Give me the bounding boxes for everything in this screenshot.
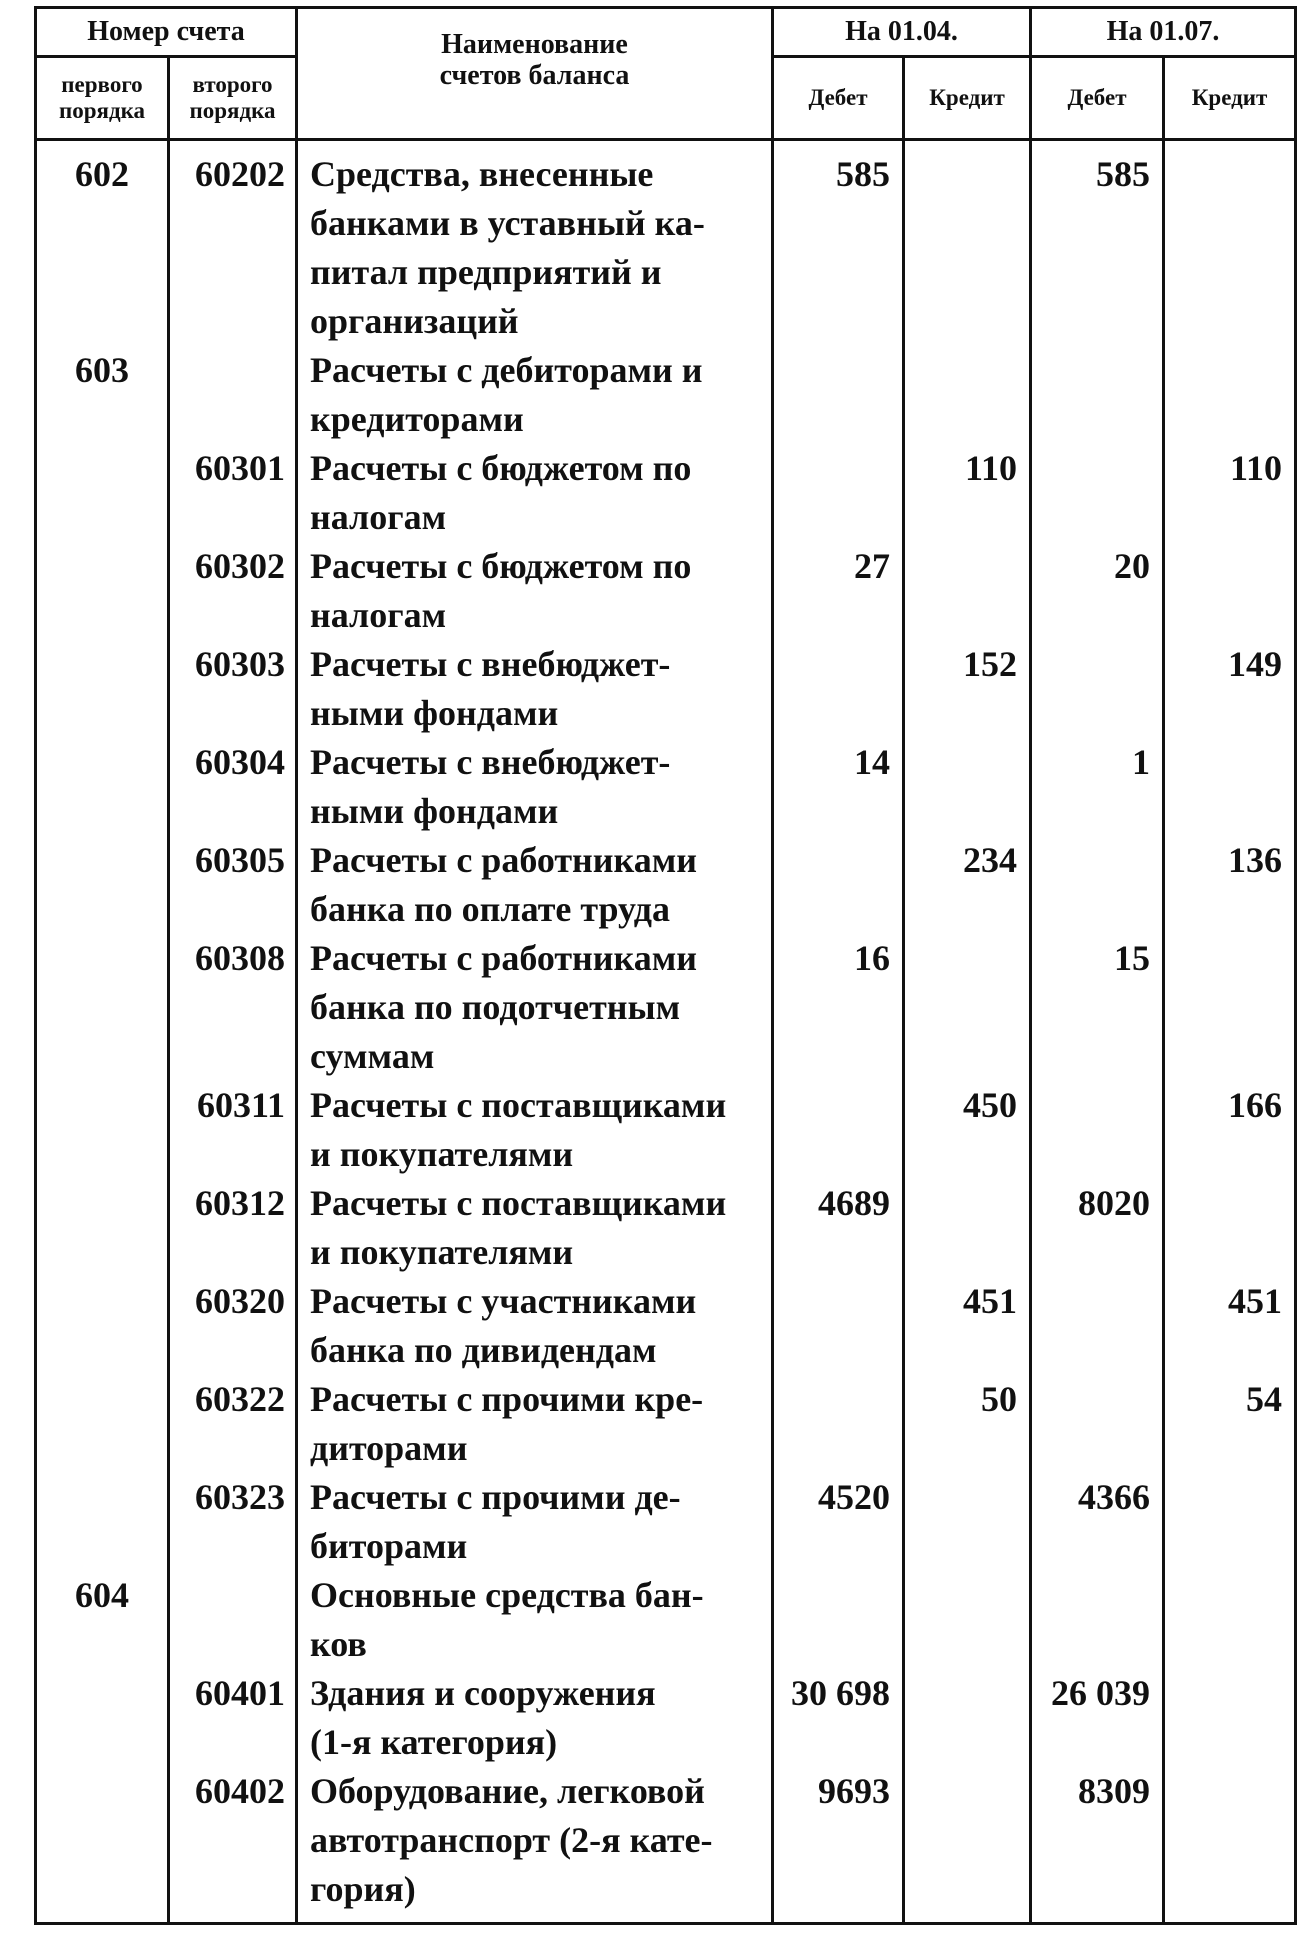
period2-debit-value [1031,836,1164,934]
account-name: Расчеты с поставщиками и покупателями [297,1081,773,1179]
period2-debit-value: 26 039 [1031,1669,1164,1767]
first-order-number [36,1767,169,1924]
period2-debit-value [1031,1571,1164,1669]
account-name: Расчеты с внебюджет- ными фондами [297,640,773,738]
account-name: Расчеты с бюджетом по налогам [297,444,773,542]
period1-credit-header: Кредит [904,57,1031,140]
period1-credit-value: 50 [904,1375,1031,1473]
period1-debit-value [773,836,904,934]
table-row [36,738,1296,836]
period1-debit-value: 585 [773,140,904,347]
table-row [36,934,1296,1081]
period2-debit-value [1031,640,1164,738]
second-order-number [169,1571,297,1669]
period1-credit-value [904,1473,1031,1571]
period1-credit-value [904,934,1031,1081]
period2-header: На 01.07. [1031,8,1296,57]
table-row [36,1473,1296,1571]
period1-credit-value: 450 [904,1081,1031,1179]
account-name: Расчеты с бюджетом по налогам [297,542,773,640]
first-order-number [36,640,169,738]
period1-debit-value [773,1277,904,1375]
period1-debit-value: 27 [773,542,904,640]
table-row [36,1081,1296,1179]
second-order-number [169,346,297,444]
period2-credit-value [1164,1473,1296,1571]
first-order-number [36,542,169,640]
period2-debit-value: 8020 [1031,1179,1164,1277]
second-order-number: 60302 [169,542,297,640]
account-name: Расчеты с прочими кре- диторами [297,1375,773,1473]
second-order-number: 60305 [169,836,297,934]
period2-credit-header: Кредит [1164,57,1296,140]
second-order-number: 60402 [169,1767,297,1924]
period1-credit-value [904,140,1031,347]
table-row [36,1767,1296,1924]
second-order-header: второго порядка [169,57,297,140]
period2-debit-value [1031,1375,1164,1473]
first-order-number: 603 [36,346,169,444]
balance-accounts-table [34,6,1297,1925]
period1-debit-value: 4689 [773,1179,904,1277]
second-order-number: 60301 [169,444,297,542]
first-order-number [36,1179,169,1277]
account-name: Расчеты с работниками банка по подотчетным суммам [297,934,773,1081]
period1-debit-value [773,444,904,542]
period1-header: На 01.04. [773,8,1031,57]
period1-debit-value: 4520 [773,1473,904,1571]
period2-debit-value: 15 [1031,934,1164,1081]
second-order-number: 60311 [169,1081,297,1179]
second-order-number: 60202 [169,140,297,347]
first-order-number [36,1375,169,1473]
period1-credit-value [904,1669,1031,1767]
first-order-header: первого порядка [36,57,169,140]
table-row [36,542,1296,640]
first-order-number [36,836,169,934]
account-name: Основные средства бан- ков [297,1571,773,1669]
account-name: Расчеты с прочими де- биторами [297,1473,773,1571]
table-row [36,1669,1296,1767]
second-order-number: 60323 [169,1473,297,1571]
period1-credit-value [904,1571,1031,1669]
table-row [36,1571,1296,1669]
period2-credit-value [1164,738,1296,836]
period2-debit-value [1031,1277,1164,1375]
period1-debit-header: Дебет [773,57,904,140]
account-name: Расчеты с внебюджет- ными фондами [297,738,773,836]
account-name: Расчеты с участниками банка по дивидендам [297,1277,773,1375]
period2-credit-value: 166 [1164,1081,1296,1179]
first-order-number: 604 [36,1571,169,1669]
second-order-number: 60304 [169,738,297,836]
table-row [36,640,1296,738]
account-name: Расчеты с поставщиками и покупателями [297,1179,773,1277]
period2-debit-value: 4366 [1031,1473,1164,1571]
first-order-number [36,1473,169,1571]
second-order-number: 60320 [169,1277,297,1375]
period1-debit-value: 16 [773,934,904,1081]
period2-debit-value: 20 [1031,542,1164,640]
period2-credit-value: 136 [1164,836,1296,934]
period2-credit-value [1164,346,1296,444]
period1-credit-value [904,1179,1031,1277]
first-order-number [36,738,169,836]
period2-credit-value: 110 [1164,444,1296,542]
period1-credit-value [904,346,1031,444]
period2-credit-value [1164,1571,1296,1669]
account-number-header: Номер счета [36,8,297,57]
table-body [36,140,1296,1924]
period1-credit-value: 451 [904,1277,1031,1375]
second-order-number: 60308 [169,934,297,1081]
period1-debit-value [773,346,904,444]
second-order-number: 60322 [169,1375,297,1473]
period2-credit-value [1164,1669,1296,1767]
period2-credit-value [1164,542,1296,640]
period2-credit-value: 149 [1164,640,1296,738]
period2-credit-value [1164,1767,1296,1924]
account-name: Расчеты с работниками банка по оплате труда [297,836,773,934]
period1-credit-value: 234 [904,836,1031,934]
table-row [36,1375,1296,1473]
second-order-number: 60401 [169,1669,297,1767]
table-header [36,8,1296,140]
period1-debit-value [773,640,904,738]
period1-debit-value: 14 [773,738,904,836]
account-name: Оборудование, легковой автотранспорт (2-я кате- гория) [297,1767,773,1924]
account-name: Здания и сооружения (1-я категория) [297,1669,773,1767]
table-row [36,1277,1296,1375]
period1-debit-value: 30 698 [773,1669,904,1767]
first-order-number [36,934,169,1081]
second-order-number: 60312 [169,1179,297,1277]
period1-debit-value: 9693 [773,1767,904,1924]
period2-debit-value [1031,346,1164,444]
first-order-number [36,1669,169,1767]
table-row [36,346,1296,444]
period2-credit-value: 54 [1164,1375,1296,1473]
table-row [36,140,1296,347]
period2-debit-value: 1 [1031,738,1164,836]
period1-credit-value [904,542,1031,640]
period1-credit-value: 152 [904,640,1031,738]
period2-debit-value: 8309 [1031,1767,1164,1924]
account-name: Средства, внесенные банками в уставный ка- питал предприятий и организаций [297,140,773,347]
account-name-header [297,8,773,140]
period1-debit-value [773,1375,904,1473]
period2-debit-value [1031,1081,1164,1179]
period2-credit-value [1164,934,1296,1081]
period2-credit-value [1164,1179,1296,1277]
first-order-number [36,1081,169,1179]
period2-debit-header: Дебет [1031,57,1164,140]
first-order-number: 602 [36,140,169,347]
table-row [36,836,1296,934]
period1-credit-value [904,738,1031,836]
table-row [36,1179,1296,1277]
account-name: Расчеты с дебиторами и кредиторами [297,346,773,444]
second-order-number: 60303 [169,640,297,738]
first-order-number [36,444,169,542]
period2-debit-value [1031,444,1164,542]
account-name-header-text: Наименование счетов баланса [439,29,630,92]
period1-debit-value [773,1081,904,1179]
period1-credit-value [904,1767,1031,1924]
period1-debit-value [773,1571,904,1669]
period2-credit-value [1164,140,1296,347]
period2-credit-value: 451 [1164,1277,1296,1375]
table-row [36,444,1296,542]
first-order-number [36,1277,169,1375]
period2-debit-value: 585 [1031,140,1164,347]
period1-credit-value: 110 [904,444,1031,542]
